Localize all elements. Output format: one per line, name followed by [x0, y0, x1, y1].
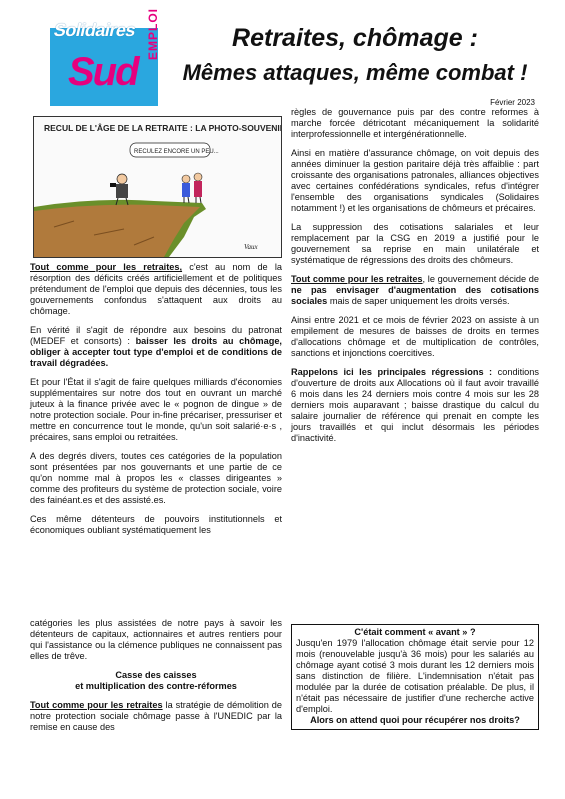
paragraph: [30, 262, 282, 317]
paragraph-text: la stratégie de démolition de notre protection sociale chômage passe à l'UNEDIC par la remise en cause des: [30, 700, 282, 732]
bold-text: ne pas envisager d'augmentation des cotisations sociales: [291, 285, 539, 306]
paragraph: Ces même détenteurs de pouvoirs institutionnels et économiques oubliant systématiquement les: [30, 514, 282, 535]
paragraph: [30, 700, 282, 733]
paragraph: A des degrés divers, toutes ces catégories de la population sont présentées par nos gouvernants et une partie de ce qu'on nomme mal à propos les « classes dirigeantes » comme des profiteurs du système de protection sociale, voire des fainéant.es et des assisté.es.: [30, 451, 282, 505]
cartoon-signature: Vaux: [244, 243, 258, 251]
logo-sud: Sud: [68, 50, 138, 94]
section-heading: Casse des caisses: [115, 670, 197, 680]
logo-solidaires: Solidaires: [51, 20, 138, 40]
logo: [50, 7, 165, 108]
paragraph: Et pour l'État il s'agit de faire quelques milliards d'économies supplémentaires sur notre dos tout en ouvrant un marché juteux à la finance privée avec le « pognon de dingue » de notre protection sociale. Pour in-fine précariser, pressuriser et mettre en concurrence tout le monde, qu'un soit salarié·e·s , précaires, sans emploi ou retraitées.: [30, 377, 282, 442]
paragraph-text: c'est au nom de la résorption des déficits créés artificiellement et de politiques prétendument de l'emploi que depuis des décennies, tous les gouvernements confondus s'attaquent aux droits au chômage.: [30, 262, 282, 316]
paragraph: La suppression des cotisations salariales et leur remplacement par la CSG en 2019 a justifié pour le gouvernement sa reprise en main unilatérale et systématique de régressions des droits des chômeurs.: [291, 222, 539, 265]
paragraph-text: mais de saper uniquement les droits versés.: [327, 296, 510, 306]
info-box-footer: Alors on attend quoi pour récupérer nos droits?: [310, 715, 520, 725]
cartoon-caption: RECUL DE L'ÂGE DE LA RETRAITE : LA PHOTO-SOUVENIR: [44, 123, 281, 133]
cartoon-bubble: RECULEZ ENCORE UN PEU...: [134, 149, 219, 155]
date: Février 2023: [490, 98, 535, 107]
left-column: [30, 262, 282, 544]
paragraph: [30, 325, 282, 369]
paragraph-text: conditions d'ouverture de droits aux Allocations où il faut avoir travaillé 6 mois dans les 24 derniers mois contre 4 mois sur les 28 derniers mois auparavant ; baisse drastique du calcul du salaire journalier de référence qui prenait en compte les jours travaillés et qui inclut désormais les périodes d'inactivité.: [291, 367, 539, 443]
info-box-body: Jusqu'en 1979 l'allocation chômage était servie pour 12 mois (renouvelable jusqu'à 36 mois) pour les salariés au chômage ayant cotisé 3 mois durant les 12 derniers mois sans distinction de filière. L'indemnisation n'était pas modulée par la durée de cotisation préalable. De plus, il n'était pas nécessaire de justifier d'une recherche active d'emploi.: [296, 638, 534, 714]
lead-text: Tout comme pour les retraites: [291, 274, 423, 284]
lead-text: Tout comme pour les retraites,: [30, 262, 183, 272]
bold-text: Rappelons ici les principales régressions :: [291, 367, 493, 377]
right-column: [291, 107, 539, 452]
paragraph: Ainsi entre 2021 et ce mois de février 2023 on assiste à un empilement de mesures de baisses de droits en termes d'allocations chômage et de multiplication de contrôles, sanctions et injonctions coercitives.: [291, 315, 539, 358]
bold-text: baisser les droits au chômage, obliger à accepter tout type d'emploi et de conditions de travail dégradées.: [30, 336, 282, 368]
info-box-title: C'était comment « avant » ?: [354, 627, 476, 637]
info-box: [291, 624, 539, 730]
section-heading: et multiplication des contre-réformes: [75, 681, 237, 691]
logo-emploi: EMPLOI: [146, 7, 160, 60]
paragraph: [291, 274, 539, 307]
cartoon-illustration: [34, 117, 281, 257]
page-title: Retraites, chômage :: [232, 24, 478, 52]
page-subtitle: Mêmes attaques, même combat !: [182, 60, 528, 85]
paragraph: catégories les plus assistées de notre pays à savoir les détenteurs de capitaux, actionnaires et autres rentiers pour qui l'assistance ou la clémence publiques ne connaissent pas elles de trêve.: [30, 618, 282, 661]
cartoon-image: [33, 116, 282, 258]
paragraph-text: En vérité il s'agit de répondre aux besoins du patronat (MEDEF et consorts) :: [30, 325, 282, 346]
left-column-lower: [30, 618, 282, 741]
paragraph: Ainsi en matière d'assurance chômage, on voit depuis des années diminuer la gestion paritaire déjà très affaiblie : part croissante des organisations patronales, alliances objectives avec certaines confédérations syndicales, refus d'intégrer l'ensemble des organisations syndicales (Solidaires notamment !) et les organisations de chômeurs et précaires.: [291, 148, 539, 213]
lead-text: Tout comme pour les retraites: [30, 700, 163, 710]
paragraph-text: , le gouvernement décide de: [422, 274, 539, 284]
paragraph: règles de gouvernance puis par des contre reformes à marche forcée détricotant mécaniquement la solidarité interprofessionnelle et intergénérationnelle.: [291, 107, 539, 139]
paragraph: [291, 367, 539, 444]
